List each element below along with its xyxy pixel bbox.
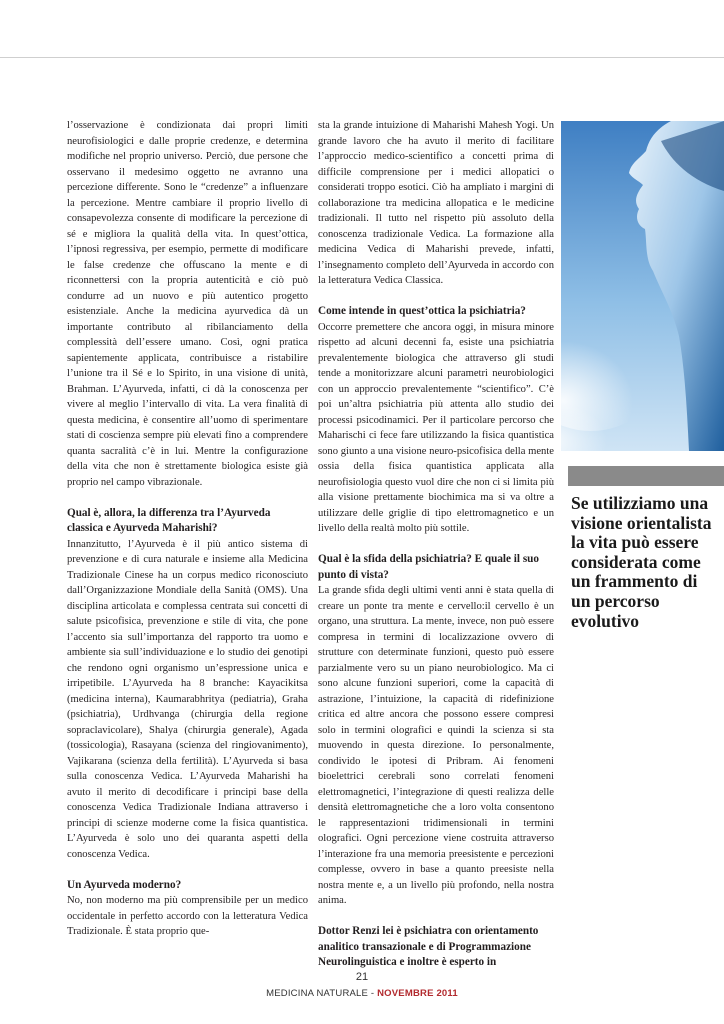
paragraph: Occorre premettere che ancora oggi, in misura minore rispetto ad alcuni decenni fa, esiste una psichiatria prevalentemente biologica che attraverso gli studi tende a monitorizzare alcuni parametri neurobiologici con un approccio prevalentemente “scientifico”. C’è poi un’altra psichiatria più attenta allo studio dei processi psicodinamici. Per il particolare percorso che Maharischi ci fece fare utilizzando la fisica quantistica sono giunto a una visione neuro-psicofisica della mente ossia della fisica quantistica applicata alla neurofisiologia questo vuol dire che non ci si limita più alla visione prettamente biochimica ma si va oltre a utilizzare delle griglie di tipo elettromagnetico e un livello della realtà molto più sottile. (318, 321, 554, 534)
question-heading: Un Ayurveda moderno? (67, 878, 182, 891)
question-heading: Dottor Renzi lei è psichiatra con orientamento analitico transazionale e di Programmazione Neurolinguistica e inoltre è esperto in (318, 925, 539, 968)
page-number: 21 (355, 971, 369, 983)
text-column-left (67, 118, 308, 940)
pull-quote-bar (568, 466, 724, 486)
text-column-middle (318, 118, 554, 971)
question-heading: Qual è, allora, la differenza tra l’Ayurveda classica e Ayurveda Maharishi? (67, 506, 271, 534)
face-sky-photo (561, 121, 724, 451)
issue-date: NOVEMBRE 2011 (377, 988, 458, 999)
paragraph: sta la grande intuizione di Maharishi Mahesh Yogi. Un grande lavoro che ha avuto il merito di facilitare l’approccio medico-scientifico a concetti prima di difficile comprensione per i medici allopatici o considerati troppo esotici. Ciò ha ampliato i margini di collaborazione tra medicina allopatica e le medicine tradizionali. Il tutto nel rispetto più assoluto della conoscenza tradizionale Vedica. La formazione alla medicina Vedica di Maharishi prevede, infatti, l’insegnamento completo dell’Ayurveda in accordo con la letteratura Vedica Classica. (318, 120, 554, 286)
paragraph: No, non moderno ma più comprensibile per un medico occidentale in perfetto accordo con la letteratura Vedica Tradizionale. È stata proprio que- (67, 895, 308, 937)
footer-credit (0, 988, 724, 999)
pull-quote: Se utilizziamo una visione orientalista la vita può essere considerata come un frammento di un percorso evolutivo (571, 493, 712, 631)
question-heading: Qual è la sfida della psichiatria? E quale il suo punto di vista? (318, 553, 539, 581)
paragraph: l’osservazione è condizionata dai propri limiti neurofisiologici e dalle proprie credenze, e determina modifiche nel proprio universo. Perciò, due persone che osservano il medesimo oggetto ne avranno una percezione differente. Sono le “credenze” a influenzare la percezione. Mentre cambiare il proprio livello di consapevolezza consente di modificare la percezione di sé e migliora la qualità della vita. In quest’ottica, l’ipnosi regressiva, per esempio, permette di modificare le false credenze che offuscano la mente e di riconnettersi con la propria autenticità e ciò può condurre ad un nuovo e più autentico progetto esistenziale. Anche la medicina ayurvedica dà un importante contributo al ribilanciamento della complessità dell’essere umano. Così, ogni pratica sapientemente applicata, contribuisce a ristabilire l’unione tra il Sé e lo Spirito, in una visione di unità, Brahman. L’Ayurveda, infatti, ci dà la conoscenza per vivere al meglio l’intervallo di vita. La vera finalità di questa medicina, è consentire all’uomo di sperimentare stati di coscienza sempre più elevati fino a comprendere quanta sacralità c’è in lui. Mentre la configurazione della vita che non è strettamente biologica esiste già proprio nel campo vibrazionale. (67, 120, 308, 488)
paragraph: La grande sfida degli ultimi venti anni è stata quella di creare un ponte tra mente e cervello:il cervello è un organo, una struttura. La mente, invece, non può essere compresa in termini di localizzazione ovvero di strutture con determinate funzioni, questo può essere parzialmente vero su un piano neurobiologico. Ma ci sono alcune funzioni superiori, come la capacità di astrazione, l’intuizione, la capacità di ridefinizione critica ed altre ancora che possono essere compresi solo in termini olografici e quindi la scienza si sta muovendo in questa direzione. Io personalmente, condivido le ipotesi di Pribram. Ai fenomeni bioelettrici cerebrali sono correlati fenomeni elettromagnetici, l’integrazione di questi realizza delle densità elettromagnetiche che a loro volta consentono le rappresentazioni tridimensionali in termini olografici. Ogni percezione viene costruita attraverso l’interazione fra una memoria preesistente e percezioni complesse, ovvero in base a quanto preesiste nella nostra mente e, a un livello più profondo, nella nostra anima. (318, 585, 554, 906)
header-rule (0, 57, 724, 58)
paragraph: Innanzitutto, l’Ayurveda è il più antico sistema di prevenzione e di cura naturale e insieme alla Medicina Tradizionale Cinese ha un corpus medico riconosciuto dall’Organizzazione Mondiale della Sanità (OMS). Una disciplina articolata e complessa centrata sui concetti di salute psicofisica, prevenzione e stile di vita, che pone l’accento sia sull’importanza del rapporto tra uomo e ambiente sia sull’individuazione e lo studio dei genotipi che rendono ogni organismo un’espressione unica e irripetibile. L’Ayurveda ha 8 branche: Kayacikitsa (medicina interna), Kaumarabhritya (pediatria), Graha (psichiatria), Urdhvanga (chirurgia della regione sopraclavicolare), Shalya (chirurgia generale), Agada (tossicologia), Rasayana (scienza del ringiovanimento), Vajikarana (scienza della fertilità). L’Ayurveda si basa sulla conoscenza Vedica. L’Ayurveda Maharishi ha avuto il merito di decodificare i principi base della conoscenza Vedica Tradizionale Indiana attraverso i principi di scienze moderne come la fisica quantistica. L’Ayurveda è solo uno dei quaranta aspetti della conoscenza Vedica. (67, 538, 308, 860)
magazine-name: MEDICINA NATURALE - (266, 988, 378, 999)
face-silhouette-image (561, 121, 724, 451)
question-heading: Come intende in quest’ottica la psichiatria? (318, 305, 526, 317)
